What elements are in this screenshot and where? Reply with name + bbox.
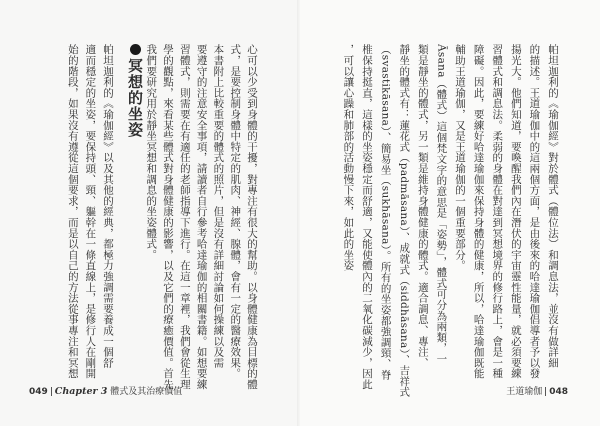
text-column: 適而穩定的坐姿，要保持頭、頸、軀幹在一條直線上，是修行人在剛開 (84, 44, 97, 379)
text-column: 習體式和調息法。柔弱的身體在對達到冥想境界的修行路上，會是一種 (491, 44, 504, 379)
text-column: 椎保持挺直，這樣的坐姿穩定而舒適，又能使體內的二氧化碳減少，因此 (361, 44, 373, 390)
footer-divider (51, 387, 52, 396)
section-heading-text: 冥想的坐姿 (126, 58, 144, 138)
text-column: 我們要研究用於靜坐冥想和調息的坐姿體式。 (145, 44, 158, 260)
text-column: 類是靜坐的體式，另一類是維持身體健康的體式。適合調息、專注、 (416, 44, 429, 368)
text-column: 學的觀點，來看某些體式對身體健康的影響，以及它們的療癒價值。首先 (162, 44, 174, 390)
text-column: 靜坐的體式有：蓮花式（padmāsana）、成就式（siddhāsana）、吉祥式 (398, 44, 411, 398)
footer-divider (545, 387, 546, 396)
text-column: 心可以少受到身體的干擾，對專注有很大的幫助。以身體健康為目標的體 (246, 44, 258, 390)
chapter-label: Chapter 3 (54, 386, 108, 397)
right-footer (506, 384, 568, 397)
left-page-number: 049 (29, 387, 48, 397)
text-column: 揚光大。他們知道，要喚醒我們內在潛伏的宇宙靈性能量，就必須要練 (509, 44, 522, 379)
text-column: 式，是要控制身體中特定的肌肉、神經、腺體，會有一定的醫療效果。 (229, 44, 242, 379)
text-column: 習體式，則需要在有適任的老師指導下進行。在這一章裡，我們會從生理 (178, 44, 191, 390)
section-heading (126, 44, 144, 138)
right-page (300, 0, 600, 426)
text-column: 始的階段，如果沒有遵從這個要求，而是以自己的方法從事專注和冥想 (66, 44, 79, 379)
text-column: ，可以讓心躁和肺部的活動慢下來，如此的坐姿 (342, 44, 355, 271)
text-column: 帕坦迦利的《瑜伽經》以及其他的經典，都極力強調需要養成一個舒 (102, 44, 114, 368)
bullet-icon (130, 44, 141, 55)
text-column: 帕坦迦利的《瑜伽經》對於體式（體位法）和調息法，並沒有做詳細 (547, 44, 559, 368)
text-column: 障礙。因此，要練好哈達瑜伽來保持身體的健康，所以，哈達瑜伽既能 (472, 44, 485, 379)
text-column: （svastikāsana）、簡易坐（sukhāsana）。所有的坐姿都強調頸、脊 (379, 44, 392, 380)
text-column: 本書附上比較重要的體式的照片，但是沒有詳細討論如何操練以及需 (212, 44, 225, 368)
chapter-title: 體式及其治療價值 (110, 387, 183, 397)
left-footer (29, 384, 182, 397)
text-column: 的描述。王道瑜伽中的這兩個方面，是由後來的哈達瑜伽倡導者予以發 (528, 44, 541, 379)
text-column: Āsana（體式）這個梵文字的意思是「姿勢」，體式可分為兩類，一 (435, 44, 448, 365)
text-column: 輔助王道瑜伽，又是王道瑜伽的一個重要部分。 (454, 44, 466, 271)
right-page-number: 048 (549, 387, 568, 397)
text-column: 要遵守的注意安全事項，請讀者自行參考哈達瑜伽的相關書籍。如想要練 (195, 44, 208, 390)
running-header: 王道瑜伽 (506, 387, 543, 397)
